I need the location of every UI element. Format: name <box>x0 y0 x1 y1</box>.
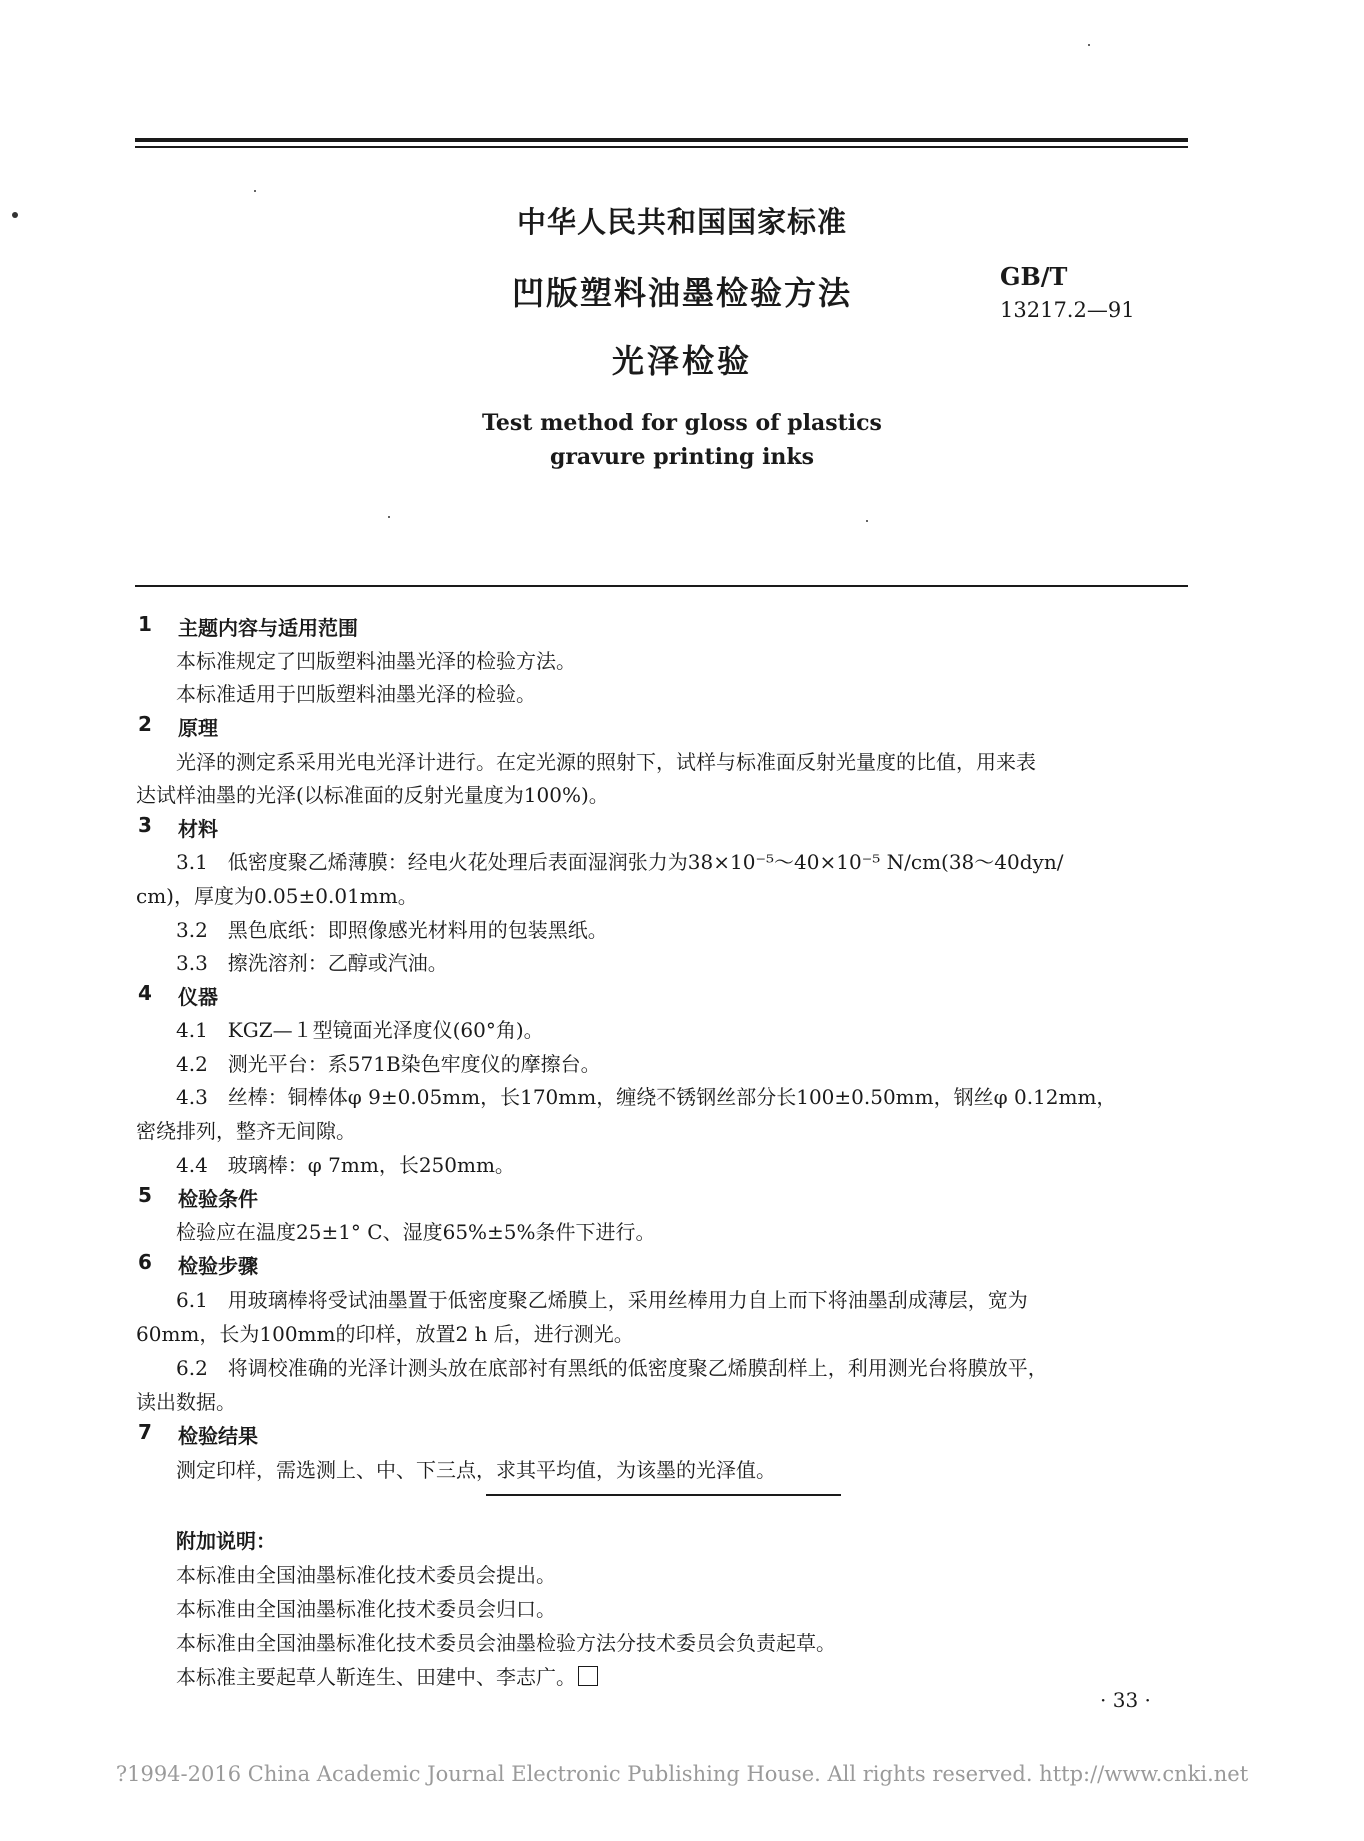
section-number: 6 <box>138 1250 152 1274</box>
document-title: 凹版塑料油墨检验方法 <box>511 274 852 312</box>
section-number: 3 <box>138 813 152 837</box>
standard-heading: 中华人民共和国国家标准 <box>516 205 847 239</box>
publisher-footer: ?1994-2016 China Academic Journal Electronic Publishing House. All rights reserved. http://www.cnki.net <box>115 1762 1249 1786</box>
note-line: 本标准由全国油墨标准化技术委员会提出。 <box>176 1563 556 1587</box>
list-item: 6.1 用玻璃棒将受试油墨置于低密度聚乙烯膜上，采用丝棒用力自上而下将油墨刮成薄层，宽为 <box>176 1288 1028 1312</box>
paragraph: 本标准规定了凹版塑料油墨光泽的检验方法。 <box>176 649 576 673</box>
section-number: 2 <box>138 712 152 736</box>
section-title: 材料 <box>178 817 218 841</box>
standard-code-prefix: GB/T <box>1000 262 1068 291</box>
paragraph: 光泽的测定系采用光电光泽计进行。在定光源的照射下，试样与标准面反射光量度的比值，用来表 <box>176 750 1036 774</box>
end-mark-box-icon <box>578 1666 598 1686</box>
paragraph: 本标准适用于凹版塑料油墨光泽的检验。 <box>176 682 536 706</box>
section-title: 仪器 <box>178 985 218 1009</box>
paragraph: 达试样油墨的光泽(以标准面的反射光量度为100%)。 <box>136 783 609 807</box>
scan-speck <box>866 520 868 522</box>
paragraph: 检验应在温度25±1° C、湿度65%±5%条件下进行。 <box>176 1220 656 1244</box>
note-line: 本标准由全国油墨标准化技术委员会归口。 <box>176 1597 556 1621</box>
standard-code-number: 13217.2—91 <box>1000 298 1135 322</box>
note-text: 本标准主要起草人靳连生、田建中、李志广。 <box>176 1665 576 1689</box>
list-item: 3.1 低密度聚乙烯薄膜：经电火花处理后表面湿润张力为38×10⁻⁵～40×10⁻⁵ N/cm(38～40dyn/ <box>176 850 1064 874</box>
note-line: 本标准由全国油墨标准化技术委员会油墨检验方法分技术委员会负责起草。 <box>176 1631 836 1655</box>
page-number: · 33 · <box>1100 1688 1151 1712</box>
list-item-continued: 密绕排列，整齐无间隙。 <box>136 1119 356 1143</box>
list-item-continued: cm)，厚度为0.05±0.01mm。 <box>136 884 418 908</box>
english-title-line1: Test method for gloss of plastics <box>482 410 882 436</box>
section-number: 7 <box>138 1420 152 1444</box>
top-rule-thick <box>135 138 1188 142</box>
section-number: 4 <box>138 981 152 1005</box>
section-title: 检验条件 <box>178 1187 258 1211</box>
document-subtitle: 光泽检验 <box>611 342 752 380</box>
scan-speck <box>254 190 256 192</box>
section-title: 原理 <box>178 716 218 740</box>
body-separator <box>135 585 1188 587</box>
section-title: 检验步骤 <box>178 1254 258 1278</box>
english-title-line2: gravure printing inks <box>549 444 815 470</box>
list-item-continued: 60mm，长为100mm的印样，放置2 h 后，进行测光。 <box>136 1322 634 1346</box>
list-item: 4.1 KGZ—１型镜面光泽度仪(60°角)。 <box>176 1018 544 1042</box>
list-item: 3.3 擦洗溶剂：乙醇或汽油。 <box>176 951 448 975</box>
end-rule <box>486 1494 841 1496</box>
list-item: 4.2 测光平台：系571B染色牢度仪的摩擦台。 <box>176 1052 601 1076</box>
scan-speck <box>388 516 390 518</box>
section-title: 主题内容与适用范围 <box>178 616 358 640</box>
top-rule-thin <box>135 146 1188 148</box>
section-title: 检验结果 <box>178 1424 258 1448</box>
section-number: 5 <box>138 1183 152 1207</box>
list-item-continued: 读出数据。 <box>136 1390 236 1414</box>
notes-heading: 附加说明： <box>176 1529 276 1553</box>
paragraph: 测定印样，需选测上、中、下三点，求其平均值，为该墨的光泽值。 <box>176 1458 776 1482</box>
note-line-last <box>176 1661 598 1690</box>
scan-speck <box>1088 44 1090 46</box>
list-item: 4.4 玻璃棒：φ 7mm，长250mm。 <box>176 1153 515 1177</box>
list-item: 3.2 黑色底纸：即照像感光材料用的包装黑纸。 <box>176 918 608 942</box>
section-number: 1 <box>138 612 152 636</box>
list-item: 4.3 丝棒：铜棒体φ 9±0.05mm，长170mm，缠绕不锈钢丝部分长100±0.50mm，钢丝φ 0.12mm， <box>176 1085 1117 1109</box>
list-item: 6.2 将调校准确的光泽计测头放在底部衬有黑纸的低密度聚乙烯膜刮样上，利用测光台将膜放平， <box>176 1356 1048 1380</box>
